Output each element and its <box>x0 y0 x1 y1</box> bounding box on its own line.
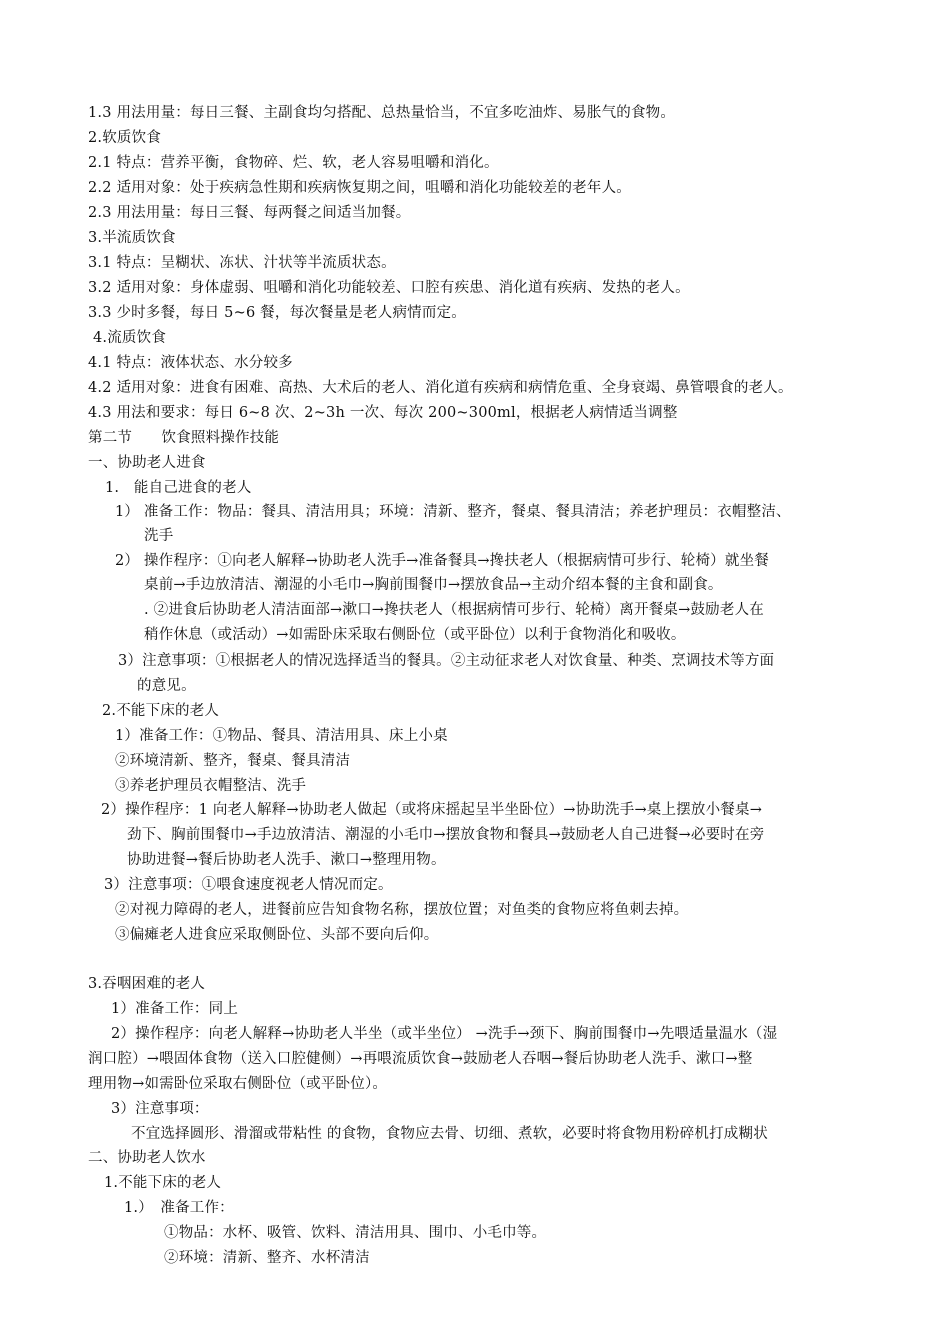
section-heading: 一、协助老人进食 <box>88 455 206 471</box>
subsection-heading: 1. 能自己进食的老人 <box>105 480 252 496</box>
subsection-heading: 2.不能下床的老人 <box>102 703 220 719</box>
text-line: 2）操作程序：向老人解释→协助老人半坐（或半坐位） →洗手→颈下、胸前围餐巾→先喂适量温水（湿 <box>111 1026 778 1042</box>
text-line: 理用物→如需卧位采取右侧卧位（或平卧位）。 <box>88 1076 388 1092</box>
text-line: 1）准备工作：①物品、餐具、清洁用具、床上小桌 <box>115 728 448 744</box>
text-line: 洗手 <box>144 528 174 544</box>
text-line: 3）注意事项：①根据老人的情况选择适当的餐具。②主动征求老人对饮食量、种类、烹调技术等方面 <box>118 653 775 669</box>
text-line: 2.1 特点：营养平衡，食物碎、烂、软，老人容易咀嚼和消化。 <box>88 155 499 171</box>
text-line: ①物品：水杯、吸管、饮料、清洁用具、围巾、小毛巾等。 <box>164 1225 547 1241</box>
subsection-heading: 1.不能下床的老人 <box>104 1175 222 1191</box>
text-line: 润口腔）→喂固体食物（送入口腔健侧）→再喂流质饮食→鼓励老人吞咽→餐后协助老人洗手、漱口→整 <box>88 1051 753 1067</box>
text-line: 1） 准备工作：物品：餐具、清洁用具；环境：清新、整齐，餐桌、餐具清洁；养老护理员：衣帽整洁、 <box>115 504 791 520</box>
text-line: 的意见。 <box>137 678 196 694</box>
text-line: 1.） 准备工作： <box>124 1200 234 1216</box>
text-line: 稍作休息（或活动）→如需卧床采取右侧卧位（或平卧位）以利于食物消化和吸收。 <box>144 627 686 643</box>
text-line: 4.2 适用对象：进食有困难、高热、大术后的老人、消化道有疾病和病情危重、全身衰竭、鼻管喂食的老人。 <box>88 380 793 396</box>
text-line: 劲下、胸前围餐巾→手边放清洁、潮湿的小毛巾→摆放食物和餐具→鼓励老人自己进餐→必要时在旁 <box>127 827 765 843</box>
text-line: 2） 操作程序：①向老人解释→协助老人洗手→准备餐具→搀扶老人（根据病情可步行、轮椅）就坐餐 <box>115 553 769 569</box>
text-line: 3.2 适用对象：身体虚弱、咀嚼和消化功能较差、口腔有疾患、消化道有疾病、发热的老人。 <box>88 280 690 296</box>
text-line: 桌前→手边放清洁、潮湿的小毛巾→胸前围餐巾→摆放食品→主动介绍本餐的主食和副食。 <box>144 577 723 593</box>
text-line: 3.1 特点：呈糊状、冻状、汁状等半流质状态。 <box>88 255 396 271</box>
text-line: . ②进食后协助老人清洁面部→漱口→搀扶老人（根据病情可步行、轮椅）离开餐桌→鼓励老人在 <box>144 602 764 618</box>
text-line: ③偏瘫老人进食应采取侧卧位、头部不要向后仰。 <box>115 927 439 943</box>
text-line: ②对视力障碍的老人，进餐前应告知食物名称，摆放位置；对鱼类的食物应将鱼刺去掉。 <box>115 902 689 918</box>
text-line: 2）操作程序：1 向老人解释→协助老人做起（或将床摇起呈半坐卧位）→协助洗手→桌上摆放小餐桌→ <box>101 802 763 818</box>
text-line: 4.3 用法和要求：每日 6~8 次、2~3h 一次、每次 200~300ml，根据老人病情适当调整 <box>88 405 678 421</box>
section-heading: 4.流质饮食 <box>93 330 167 346</box>
chapter-heading: 第二节 饮食照料操作技能 <box>88 430 280 446</box>
text-line: ②环境：清新、整齐、水杯清洁 <box>164 1250 370 1266</box>
text-line: 不宜选择圆形、滑溜或带粘性 的食物，食物应去骨、切细、煮软，必要时将食物用粉碎机打成糊状 <box>131 1126 768 1142</box>
text-line: 3.3 少时多餐，每日 5~6 餐，每次餐量是老人病情而定。 <box>88 305 466 321</box>
text-line: ②环境清新、整齐，餐桌、餐具清洁 <box>115 753 351 769</box>
text-line: 2.3 用法用量：每日三餐、每两餐之间适当加餐。 <box>88 205 411 221</box>
text-line: 4.1 特点：液体状态、水分较多 <box>88 355 293 371</box>
text-line: ③养老护理员衣帽整洁、洗手 <box>115 778 307 794</box>
section-heading: 3.半流质饮食 <box>88 230 176 246</box>
text-line: 2.2 适用对象：处于疾病急性期和疾病恢复期之间，咀嚼和消化功能较差的老年人。 <box>88 180 631 196</box>
text-line: 3）注意事项：①喂食速度视老人情况而定。 <box>104 877 393 893</box>
text-line: 3）注意事项： <box>111 1101 209 1117</box>
section-heading: 二、协助老人饮水 <box>88 1150 206 1166</box>
subsection-heading: 3.吞咽困难的老人 <box>88 976 206 992</box>
section-heading: 2.软质饮食 <box>88 130 162 146</box>
text-line: 1）准备工作：同上 <box>111 1001 239 1017</box>
text-line: 1.3 用法用量：每日三餐、主副食均匀搭配、总热量恰当，不宜多吃油炸、易胀气的食物。 <box>88 105 676 121</box>
text-line: 协助进餐→餐后协助老人洗手、漱口→整理用物。 <box>127 852 446 868</box>
